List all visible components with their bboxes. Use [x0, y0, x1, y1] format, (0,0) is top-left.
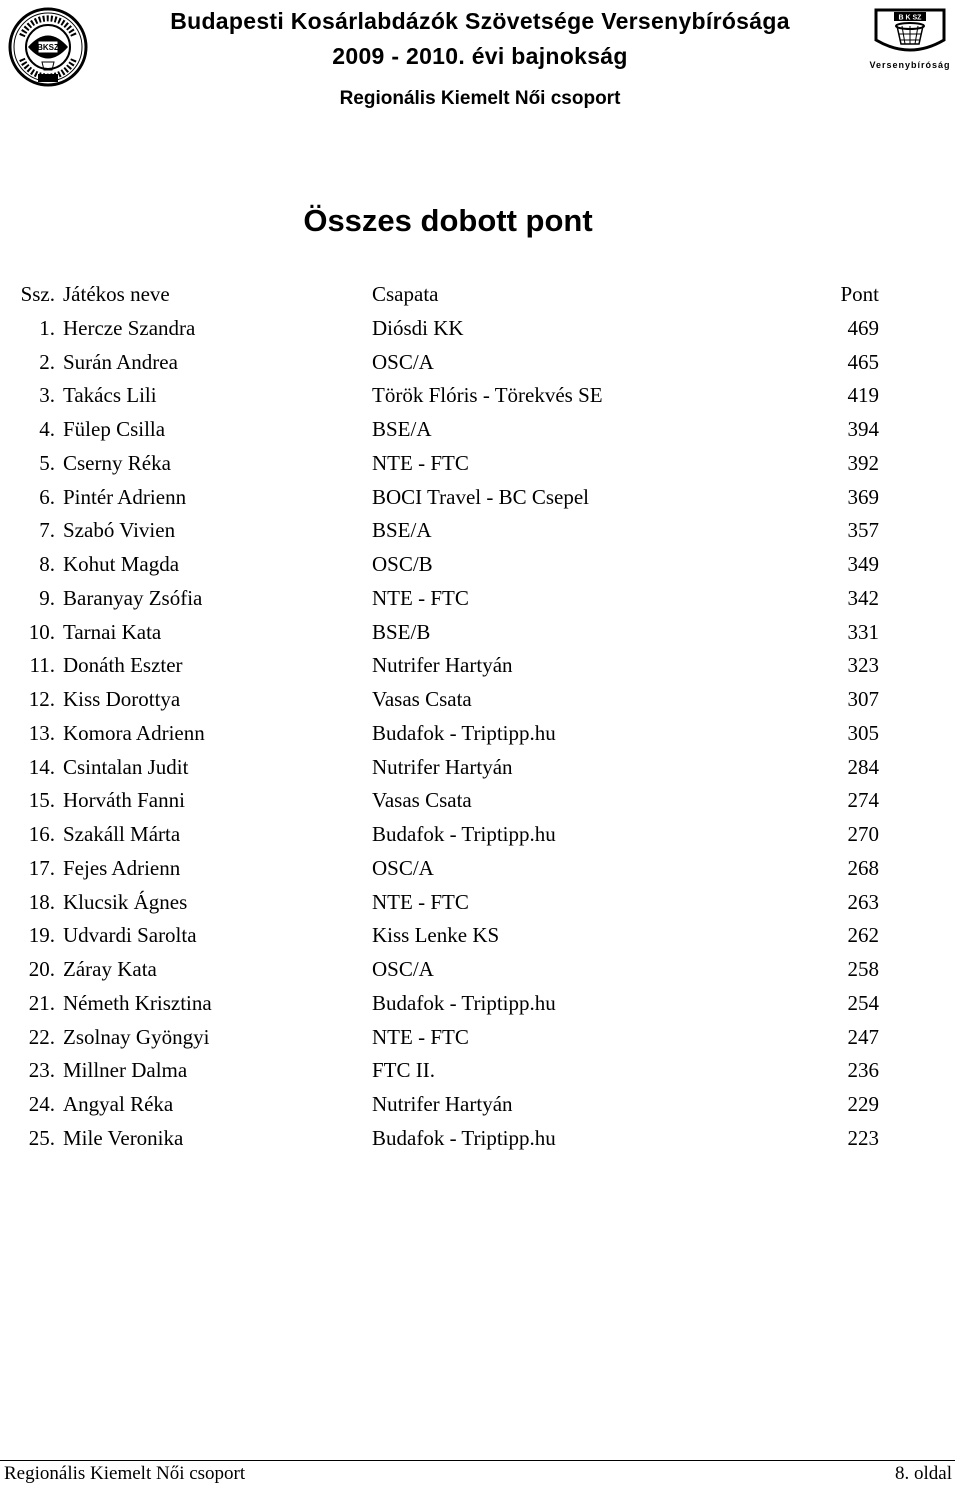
row-team: FTC II. [372, 1058, 435, 1083]
row-points: 254 [847, 990, 879, 1015]
row-rank: 1. [39, 315, 55, 340]
row-rank: 5. [39, 450, 55, 475]
row-rank: 22. [28, 1024, 55, 1049]
row-player-name: Angyal Réka [63, 1092, 174, 1116]
row-player-name: Fülep Csilla [63, 417, 166, 441]
row-rank: 16. [28, 822, 55, 846]
row-points: 369 [847, 484, 879, 509]
row-points: 247 [847, 1024, 879, 1049]
row-points: 262 [847, 923, 879, 948]
row-player-name: Fejes Adrienn [63, 855, 181, 880]
row-player-name: Klucsik Ágnes [63, 889, 188, 914]
row-team: BSE/A [372, 417, 432, 441]
row-points: 274 [847, 788, 879, 813]
table-row [0, 1054, 960, 1088]
row-player-name: Kohut Magda [63, 552, 180, 576]
row-team: Budafok - Triptipp.hu [372, 822, 556, 846]
table-row [0, 953, 960, 987]
row-points: 465 [847, 349, 879, 374]
row-player-name: Takács Lili [63, 383, 157, 408]
row-points: 307 [847, 687, 879, 711]
row-rank: 23. [28, 1058, 55, 1083]
row-points: 419 [847, 383, 879, 408]
table-row [0, 987, 960, 1021]
table-row [0, 312, 960, 346]
row-player-name: Zsolnay Gyöngyi [63, 1024, 210, 1049]
row-team: BSE/A [372, 518, 432, 543]
page-number: 8. oldal [895, 1463, 952, 1484]
row-rank: 18. [28, 889, 55, 914]
row-rank: 14. [28, 754, 55, 779]
row-points: 349 [847, 552, 879, 576]
row-rank: 7. [39, 518, 55, 543]
footer-group-name: Regionális Kiemelt Női csoport [4, 1463, 246, 1484]
row-team: OSC/A [372, 349, 434, 374]
row-team: Török Flóris - Törekvés SE [372, 383, 603, 408]
table-row [0, 1021, 960, 1055]
table-row [0, 1088, 960, 1122]
row-player-name: Pintér Adrienn [63, 484, 187, 509]
table-row [0, 1122, 960, 1156]
table-row [0, 683, 960, 717]
organization-name: Budapesti Kosárlabdázók Szövetsége Versenybírósága [170, 8, 790, 34]
table-row [0, 818, 960, 852]
page-title: Összes dobott pont [303, 203, 593, 238]
row-player-name: Surán Andrea [63, 349, 178, 374]
row-rank: 20. [28, 957, 55, 981]
footer-divider [0, 1460, 955, 1461]
row-rank: 6. [39, 484, 55, 509]
row-points: 323 [847, 653, 879, 678]
row-player-name: Csintalan Judit [63, 754, 189, 779]
row-team: NTE - FTC [372, 585, 469, 610]
row-points: 223 [847, 1125, 879, 1150]
row-rank: 17. [28, 855, 55, 880]
column-header-points: Pont [840, 282, 879, 306]
row-team: OSC/A [372, 855, 434, 880]
row-points: 284 [847, 754, 879, 779]
row-team: BOCI Travel - BC Csepel [372, 484, 590, 509]
svg-text:B K SZ: B K SZ [898, 14, 922, 22]
row-points: 270 [847, 822, 879, 846]
table-row [0, 548, 960, 582]
table-row [0, 886, 960, 920]
row-team: BSE/B [372, 619, 431, 644]
row-team: NTE - FTC [372, 889, 469, 914]
row-points: 331 [847, 619, 879, 644]
table-row [0, 616, 960, 650]
table-header-row [0, 278, 960, 312]
row-team: Diósdi KK [372, 315, 464, 340]
table-row [0, 784, 960, 818]
row-player-name: Szabó Vivien [63, 518, 176, 543]
table-row [0, 514, 960, 548]
row-rank: 15. [28, 788, 55, 813]
table-row [0, 582, 960, 616]
table-row [0, 852, 960, 886]
row-team: Nutrifer Hartyán [372, 754, 513, 779]
row-points: 229 [847, 1092, 879, 1116]
table-row [0, 481, 960, 515]
table-row [0, 413, 960, 447]
row-points: 342 [847, 585, 879, 610]
row-rank: 21. [28, 990, 55, 1015]
row-rank: 12. [28, 687, 55, 711]
table-row [0, 717, 960, 751]
row-player-name: Donáth Eszter [63, 653, 183, 678]
table-row [0, 379, 960, 413]
row-team: Vasas Csata [372, 788, 472, 813]
scoring-table [0, 278, 960, 1156]
row-points: 394 [847, 417, 879, 441]
table-row [0, 649, 960, 683]
row-team: OSC/B [372, 552, 433, 576]
row-rank: 2. [39, 349, 55, 374]
row-player-name: Komora Adrienn [63, 720, 205, 745]
row-points: 268 [847, 855, 879, 880]
row-player-name: Szakáll Márta [63, 822, 181, 846]
row-team: OSC/A [372, 957, 434, 981]
table-row [0, 346, 960, 380]
row-team: Nutrifer Hartyán [372, 653, 513, 678]
row-rank: 3. [39, 383, 55, 408]
row-player-name: Udvardi Sarolta [63, 923, 197, 948]
row-team: Nutrifer Hartyán [372, 1092, 513, 1116]
row-player-name: Cserny Réka [63, 450, 171, 475]
row-player-name: Mile Veronika [63, 1125, 184, 1150]
row-team: Vasas Csata [372, 687, 472, 711]
table-row [0, 919, 960, 953]
row-player-name: Baranyay Zsófia [63, 585, 203, 610]
row-team: Budafok - Triptipp.hu [372, 720, 556, 745]
row-rank: 19. [28, 923, 55, 948]
season-title: 2009 - 2010. évi bajnokság [332, 43, 628, 69]
column-header-rank: Ssz. [20, 282, 55, 306]
row-points: 469 [847, 315, 879, 340]
table-body [0, 312, 960, 1156]
row-player-name: Tarnai Kata [63, 619, 162, 644]
row-player-name: Kiss Dorottya [63, 687, 181, 711]
row-rank: 25. [28, 1125, 55, 1150]
table-row [0, 447, 960, 481]
row-points: 236 [847, 1058, 879, 1083]
row-player-name: Hercze Szandra [63, 315, 196, 340]
svg-text:BKSZ: BKSZ [37, 43, 59, 52]
row-player-name: Horváth Fanni [63, 788, 185, 813]
column-header-team: Csapata [372, 282, 439, 306]
row-team: Budafok - Triptipp.hu [372, 1125, 556, 1150]
row-points: 258 [847, 957, 879, 981]
row-team: NTE - FTC [372, 450, 469, 475]
row-points: 392 [847, 450, 879, 475]
row-rank: 10. [28, 619, 55, 644]
group-name: Regionális Kiemelt Női csoport [339, 88, 621, 109]
row-rank: 24. [28, 1092, 55, 1116]
row-rank: 4. [39, 417, 55, 441]
svg-text:Versenybíróság: Versenybíróság [869, 60, 951, 70]
row-player-name: Millner Dalma [63, 1058, 188, 1083]
row-points: 263 [847, 889, 879, 914]
row-team: NTE - FTC [372, 1024, 469, 1049]
column-header-player: Játékos neve [63, 282, 170, 306]
row-player-name: Németh Krisztina [63, 990, 212, 1015]
row-rank: 9. [39, 585, 55, 610]
row-points: 305 [847, 720, 879, 745]
row-rank: 8. [39, 552, 55, 576]
row-team: Kiss Lenke KS [372, 923, 500, 948]
table-row [0, 751, 960, 785]
row-player-name: Záray Kata [63, 957, 157, 981]
row-points: 357 [847, 518, 879, 543]
row-team: Budafok - Triptipp.hu [372, 990, 556, 1015]
row-rank: 11. [29, 653, 55, 678]
row-rank: 13. [28, 720, 55, 745]
